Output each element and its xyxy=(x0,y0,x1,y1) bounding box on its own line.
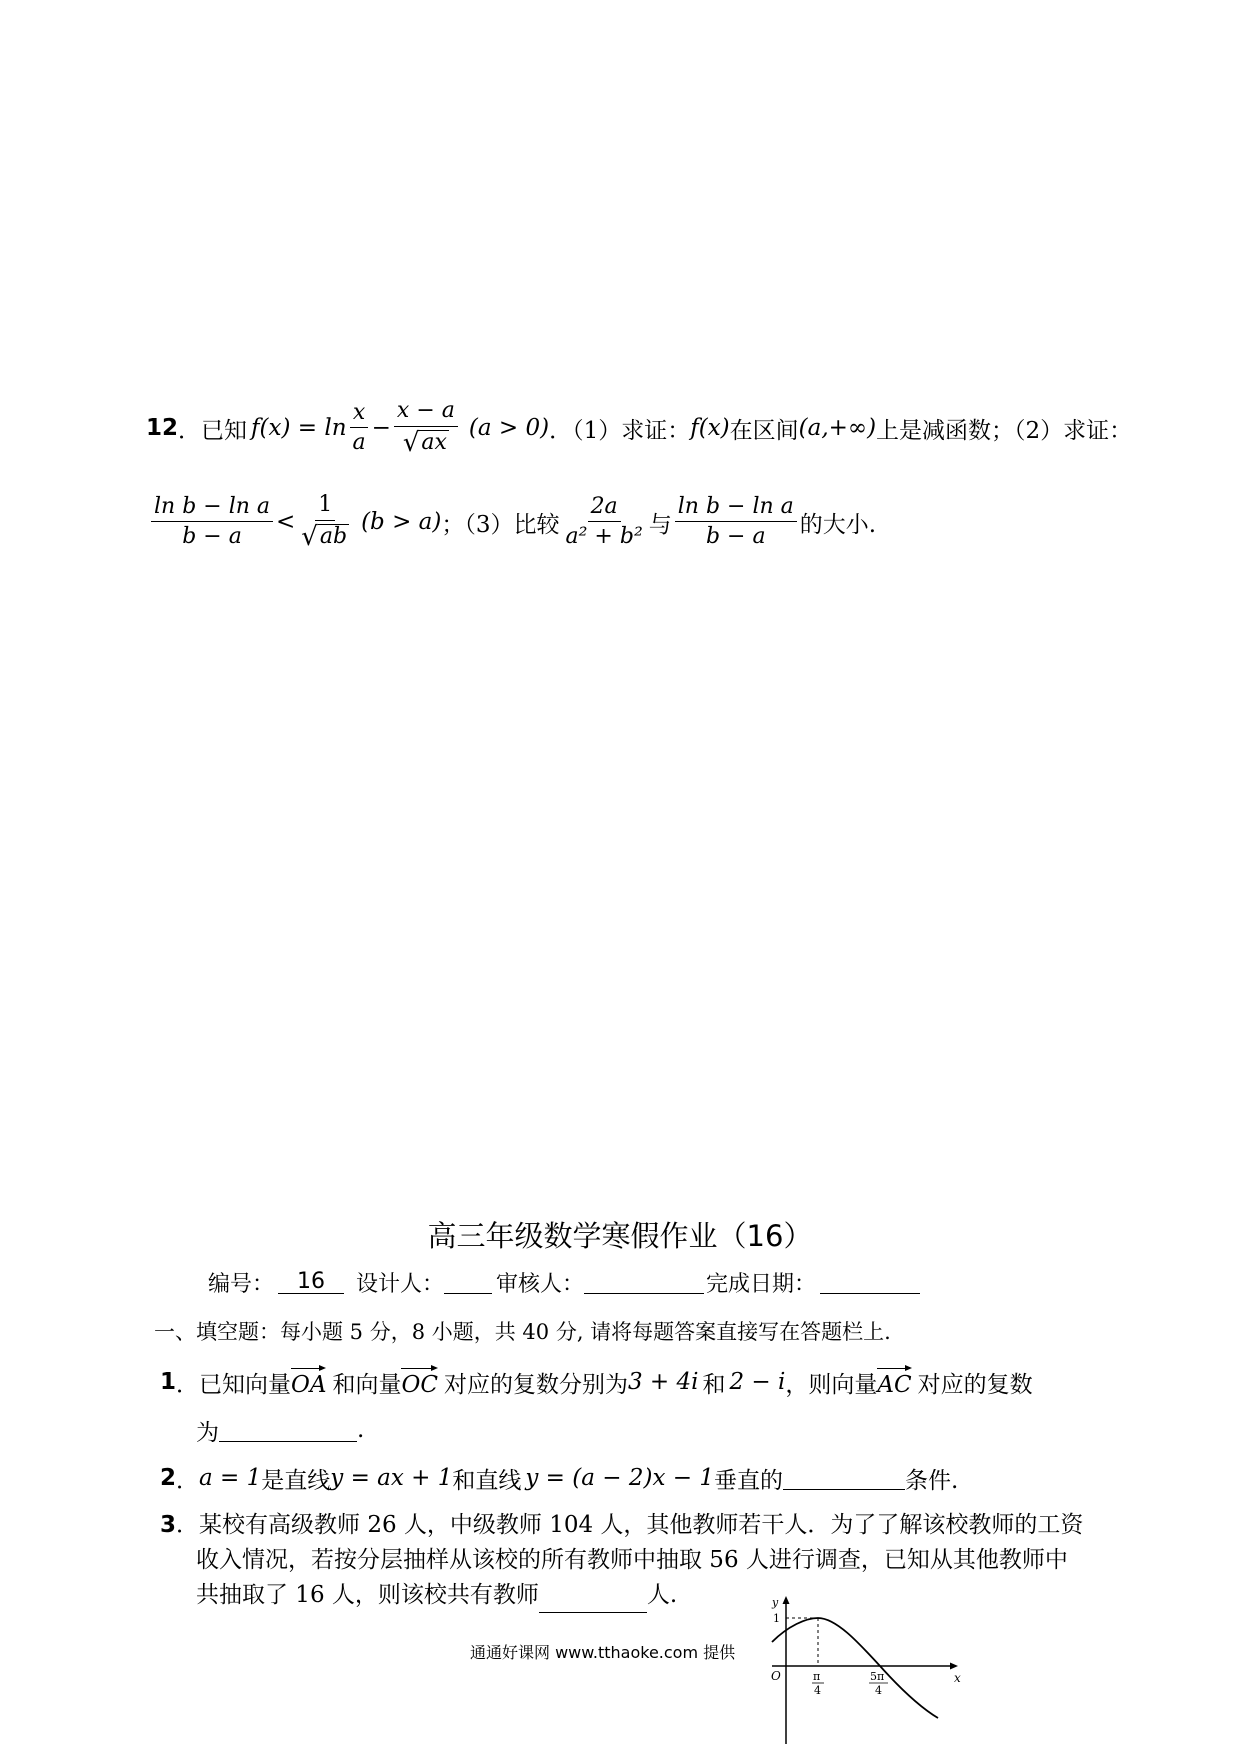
formula: f(x) xyxy=(690,415,730,441)
radicand: ab xyxy=(319,524,348,550)
text: 共抽取了 16 人，则该校共有教师 xyxy=(196,1582,539,1608)
text: 人. xyxy=(646,1582,678,1608)
four2-label: 4 xyxy=(875,1684,882,1697)
complex-2: 2 − i xyxy=(729,1369,786,1395)
radicand: ax xyxy=(421,430,447,456)
q3-line2: 收入情况，若按分层抽样从该校的所有教师中抽取 56 人进行调查，已知从其他教师中 xyxy=(196,1547,1068,1573)
numerator: x − a xyxy=(394,399,458,426)
footer-credit: 通通好课网 www.tthaoke.com 提供 xyxy=(470,1643,736,1662)
numerator: ln b − ln a xyxy=(151,495,273,522)
page-title: 高三年级数学寒假作业（16） xyxy=(427,1219,813,1253)
q1-line1 xyxy=(160,1362,1033,1402)
y-axis-arrow-icon xyxy=(783,1596,790,1604)
denominator xyxy=(400,427,452,457)
five-pi-label: 5π xyxy=(870,1670,885,1683)
text: 和直线 xyxy=(452,1467,522,1494)
origin-label: O xyxy=(771,1669,781,1683)
y-label: y xyxy=(772,1596,779,1609)
text: 条件. xyxy=(904,1467,959,1494)
text: 和向量 xyxy=(332,1371,402,1398)
id-label: 编号： xyxy=(208,1271,275,1297)
reviewer-label: 审核人： xyxy=(496,1271,585,1297)
text: ．（1）求证： xyxy=(549,417,691,444)
q1-line2 xyxy=(196,1412,364,1448)
text: 对应的复数分别为 xyxy=(443,1371,628,1398)
pi-label: π xyxy=(813,1670,821,1683)
x-label: x xyxy=(954,1671,961,1685)
sqrt-icon: √ xyxy=(402,427,420,458)
denominator: b − a xyxy=(182,524,242,549)
question-number: 12 xyxy=(146,415,179,441)
interval: (a,+∞) xyxy=(798,415,877,441)
text: 与 xyxy=(648,511,672,538)
text: 的大小. xyxy=(799,511,877,538)
formula: y = ax + 1 xyxy=(330,1465,453,1491)
less-than: < xyxy=(276,509,296,535)
vector-ac: AC xyxy=(877,1366,911,1398)
text: 在区间 xyxy=(729,417,799,444)
one-label: 1 xyxy=(773,1612,780,1625)
text: ，则向量 xyxy=(785,1371,878,1398)
text: ；（3）比较 xyxy=(441,511,560,538)
text: 对应的复数 xyxy=(917,1371,1033,1398)
numerator: x xyxy=(350,401,368,428)
denominator: a² + b² xyxy=(565,524,643,549)
sqrt-icon: √ xyxy=(301,521,318,552)
vector-oa: OA xyxy=(291,1366,326,1398)
numerator: 2a xyxy=(588,495,621,522)
fraction-log-diff-2 xyxy=(675,495,797,549)
complex-1: 3 + 4i xyxy=(627,1369,699,1395)
text: 上是减函数；（2）求证： xyxy=(876,417,1133,444)
text: ．已知 xyxy=(178,417,248,444)
text: 垂直的 xyxy=(713,1467,783,1494)
x-axis-arrow-icon xyxy=(950,1663,958,1670)
fraction-2a xyxy=(563,495,646,549)
section-heading: 一、填空题：每小题 5 分，8 小题，共 40 分, 请将每题答案直接写在答题栏上. xyxy=(154,1320,891,1344)
q12-line1 xyxy=(146,398,1132,458)
text: 和 xyxy=(702,1371,726,1398)
formula: y = (a − 2)x − 1 xyxy=(525,1465,714,1491)
q2-line xyxy=(160,1460,958,1496)
question-number: 2 xyxy=(160,1465,177,1491)
designer-field xyxy=(444,1271,492,1294)
formula: f(x) = ln xyxy=(251,415,347,441)
vector-oc: OC xyxy=(401,1366,437,1398)
fraction-x-over-a xyxy=(350,401,369,455)
text: ．某校有高级教师 26 人，中级教师 104 人，其他教师若干人．为了了解该校教师的工资 xyxy=(176,1512,1084,1538)
sine-graph xyxy=(758,1594,968,1752)
minus-sign: − xyxy=(371,415,391,441)
fraction-log-diff xyxy=(151,495,273,549)
question-number: 3 xyxy=(160,1512,177,1538)
answer-blank[interactable] xyxy=(539,1590,647,1613)
condition: (b > a) xyxy=(361,509,442,535)
numerator: ln b − ln a xyxy=(675,495,797,522)
four-label: 4 xyxy=(814,1684,821,1697)
numerator: 1 xyxy=(315,493,335,520)
fraction-x-minus-a xyxy=(394,399,458,456)
designer-label: 设计人： xyxy=(356,1271,445,1297)
q3-line1 xyxy=(160,1508,1083,1543)
text: ．已知向量 xyxy=(176,1371,292,1398)
id-value: 16 xyxy=(278,1271,344,1294)
text: ． xyxy=(176,1467,200,1494)
sine-curve xyxy=(772,1618,938,1718)
text: 是直线 xyxy=(261,1467,331,1494)
period: . xyxy=(357,1417,365,1443)
question-number: 1 xyxy=(160,1369,177,1395)
answer-blank[interactable] xyxy=(219,1419,357,1442)
reviewer-field xyxy=(584,1271,704,1294)
date-label: 完成日期： xyxy=(706,1271,817,1297)
denominator: b − a xyxy=(705,524,766,549)
answer-blank[interactable] xyxy=(783,1467,905,1490)
date-field xyxy=(820,1271,920,1294)
denominator: a xyxy=(352,430,366,455)
formula: a = 1 xyxy=(199,1465,262,1491)
denominator xyxy=(298,521,352,551)
fraction-one-over-sqrt-ab xyxy=(298,493,352,550)
q12-line2 xyxy=(148,490,876,554)
header-info xyxy=(208,1264,920,1300)
condition: (a > 0) xyxy=(468,415,550,441)
text: 为 xyxy=(196,1419,219,1446)
